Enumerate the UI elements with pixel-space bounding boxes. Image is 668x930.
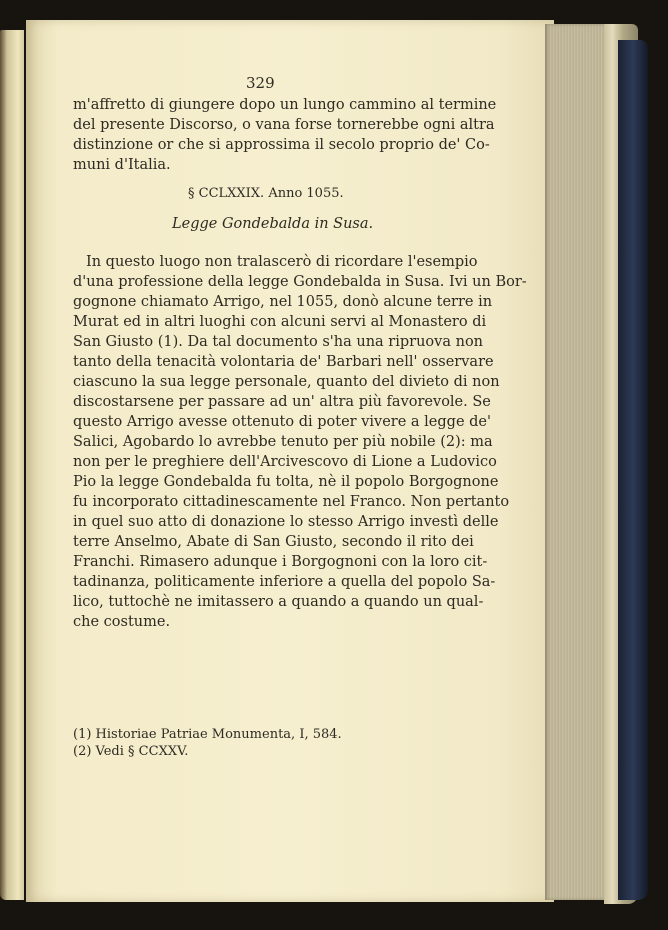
text-line: In questo luogo non tralascerò di ricordare l'esempio [86, 254, 478, 270]
text-line: Pio la legge Gondebalda fu tolta, nè il popolo Borgognone [73, 474, 499, 490]
text-line: fu incorporato cittadinescamente nel Franco. Non pertanto [73, 494, 510, 510]
text-line: ciascuno la sua legge personale, quanto del divieto di non [73, 374, 500, 390]
book-cover [618, 40, 648, 900]
page-number: 329 [246, 74, 275, 92]
page-block-edges [545, 24, 609, 900]
text-line: che costume. [73, 614, 171, 630]
text-line: in quel suo atto di donazione lo stesso Arrigo investì delle [73, 514, 499, 530]
text-line: tadinanza, politicamente inferiore a quella del popolo Sa- [73, 574, 496, 590]
text-line: Salici, Agobardo lo avrebbe tenuto per più nobile (2): ma [73, 434, 493, 450]
text-line: lico, tuttochè ne imitassero a quando a quando un qual- [73, 594, 484, 610]
previous-page-edge [0, 30, 24, 900]
text-line: Murat ed in altri luoghi con alcuni servi al Monastero di [73, 314, 487, 330]
text-line: d'una professione della legge Gondebalda in Susa. Ivi un Bor- [73, 274, 527, 290]
footnote: (2) Vedi § CCXXV. [73, 744, 189, 759]
footnote: (1) Historiae Patriae Monumenta, I, 584. [73, 727, 342, 742]
text-line: tanto della tenacità volontaria de' Barbari nell' osservare [73, 354, 494, 370]
text-line: terre Anselmo, Abate di San Giusto, secondo il rito dei [73, 534, 474, 550]
text-line: Franchi. Rimasero adunque i Borgognoni con la loro cit- [73, 554, 488, 570]
text-line: distinzione or che si approssima il secolo proprio de' Co- [73, 137, 490, 153]
section-heading: § CCLXXIX. Anno 1055. [188, 186, 344, 201]
text-line: San Giusto (1). Da tal documento s'ha una ripruova non [73, 334, 484, 350]
text-line: gognone chiamato Arrigo, nel 1055, donò alcune terre in [73, 294, 493, 310]
text-line: questo Arrigo avesse ottenuto di poter vivere a legge de' [73, 414, 491, 430]
text-line: non per le preghiere dell'Arcivescovo di Lione a Ludovico [73, 454, 497, 470]
text-line: m'affretto di giungere dopo un lungo cammino al termine [73, 97, 497, 113]
section-subtitle: Legge Gondebalda in Susa. [172, 216, 374, 232]
text-line: muni d'Italia. [73, 157, 171, 173]
text-line: del presente Discorso, o vana forse tornerebbe ogni altra [73, 117, 495, 133]
text-line: discostarsene per passare ad un' altra più favorevole. Se [73, 394, 491, 410]
